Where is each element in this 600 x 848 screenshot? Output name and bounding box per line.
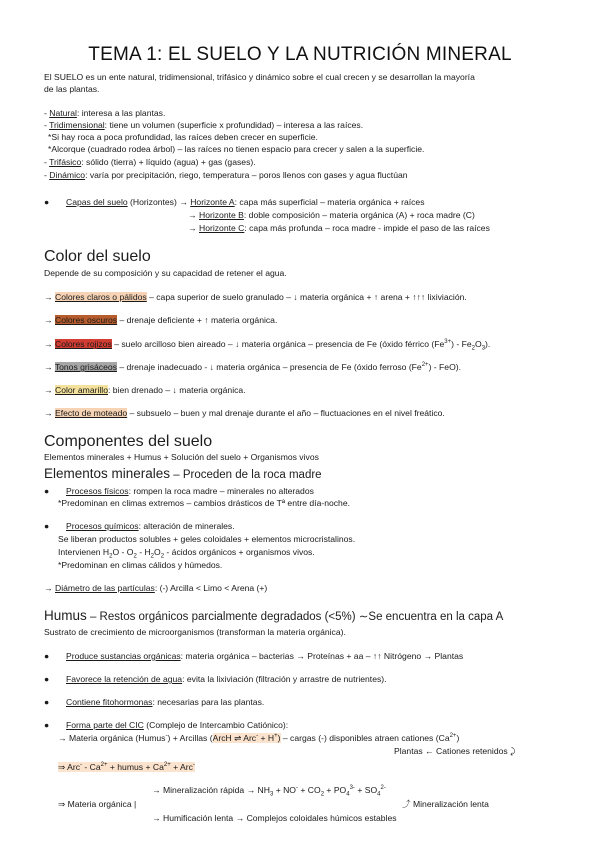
materia-organica: ⇒ Materia orgánica | [58,799,137,809]
color-label: Tonos grisáceos [54,362,117,372]
text: ) [456,733,460,743]
text: – cargas (-) disponibles atraen cationes (Ca [280,733,450,743]
horizon-text: : capa más superficial – materia orgánica + raíces [234,197,425,207]
definition: : rompen la roca madre – minerales no alterados [128,486,314,496]
humus-subtitle: Sustrato de crecimiento de microorganismos (transforman la materia orgánica). [44,627,346,637]
color-text: – suelo arcilloso bien aireado – ↓ materia orgánica – presencia de Fe (óxido férrico (Fe [111,339,445,349]
horizons-lead: Capas del suelo [66,197,128,207]
color-label: Colores oscuros [54,315,118,325]
term: Diámetro de las partículas [54,583,155,593]
definition: (Complejo de Intercambio Catiónico): [143,720,289,730]
text: + humus + Ca [107,762,164,772]
text: ArcH ⇌ Arc [212,733,257,743]
equation-highlight: ⇒ $Arc^- - Ca^{2+}$ + humus + $Ca^{2+} + Arc^-$ [58,762,195,772]
page-title: TEMA 1: EL SUELO Y LA NUTRICIÓN MINERAL [88,44,512,65]
color-subtitle: Depende de su composición y su capacidad de retener el agua. [44,268,287,278]
text: ⇒ Arc [58,762,81,772]
term: Dinámico [49,170,86,180]
term: Contiene fitohormonas [66,697,153,707]
humus-item-cic [44,720,288,732]
text: - Ca [82,762,101,772]
horizon-label: Horizonte B [198,210,244,220]
text: O - O [112,547,134,557]
heading-main: Humus [44,608,87,623]
color-text: O [475,339,482,349]
color-item-rojizos: → Colores rojizos – suelo arcilloso bien aireado – ↓ materia orgánica – presencia de Fe (óxido férrico $(Fe^{3+}) - Fe_2O_3$). [44,339,491,352]
color-text: – drenaje deficiente + ↑ materia orgánica. [117,315,278,325]
superscript: 3+ [444,339,452,346]
definition: : interesa a las plantas. [76,108,166,118]
term: Tridimensional [49,120,105,130]
humus-item-retencion [44,674,387,686]
bullet-icon: ● [44,674,50,684]
horizons-row-a [44,197,425,209]
section-heading-color: Color del suelo [44,248,151,265]
color-text: : bien drenado – ↓ materia orgánica. [108,385,246,395]
color-text: – subsuelo – buen y mal drenaje durante el año – fluctuaciones en el nivel freático. [127,408,445,418]
property-natural: - Natural: interesa a las plantas. [44,108,166,118]
horizon-label: Horizonte C [198,223,245,233]
intro-line-2: de las plantas. [44,84,100,94]
color-item-moteado: → Efecto de moteado – subsuelo – buen y mal drenaje durante el año – fluctuaciones en el nivel freático. [44,408,445,418]
term: Favorece la retención de agua [66,674,183,684]
term: Forma parte del CIC [66,720,144,730]
bullet-icon: ● [44,651,50,661]
color-label: Colores rojizos [54,339,112,349]
color-item-claros: → Colores claros o pálidos – capa superior de suelo granulado – ↓ materia orgánica + ↑ arena + ↑↑↑ lixiviación. [44,292,467,302]
text: ) [277,733,281,743]
subscript: 3 [481,345,486,352]
arrow: → [44,583,55,593]
cic-line-2: Plantas ← Cationes retenidos ⤸ [394,746,516,756]
text: + PO [324,785,347,795]
bullet-icon: ● [44,486,50,496]
color-item-amarillo: → Color amarillo: bien drenado – ↓ materia orgánica. [44,385,246,395]
mineralizacion-lenta: ⤴ Mineralización lenta [402,799,489,809]
section-heading-componentes: Componentes del suelo [44,433,213,450]
text: - H [136,547,151,557]
horizons-row-c: → Horizonte C: capa más profunda – roca madre - impide el paso de las raíces [188,223,490,233]
color-text: ) - Fe [451,339,472,349]
horizons-row-b: → Horizonte B: doble composición – materia orgánica (A) + roca madre (C) [188,210,475,220]
property-tridimensional: - Tridimensional: tiene un volumen (superficie x profundidad) – interesa a las raíces. [44,120,364,130]
definition: : (-) Arcilla < Limo < Arena (+) [154,583,268,593]
intro-line-1: El SUELO es un ente natural, tridimensional, trifásico y dinámico sobre el cual crecen y se desarrollan la mayoría [44,72,475,82]
term: Produce sustancias orgánicas [66,651,181,661]
term: Natural [49,108,77,118]
definition: : sólido (tierra) + líquido (agua) + gas (gases). [81,157,256,167]
definition: : tiene un volumen (superficie x profundidad) – interesa a las raíces. [104,120,364,130]
term: Procesos físicos [66,486,129,496]
humus-item-fitohormonas [44,697,264,709]
bullet-icon: ● [44,521,50,531]
arcillas-equation: ArcH ⇌ Arc- + H+) [212,733,281,743]
quimicos-line-2: Se liberan productos solubles + geles coloidales + elementos microcristalinos. [58,534,356,544]
color-item-oscuros: → Colores oscuros – drenaje deficiente + ↑ materia orgánica. [44,315,278,325]
text: + SO [354,785,378,795]
diametro-particulas [44,583,267,595]
procesos-fisicos [44,486,314,498]
bullet-icon: ● [44,697,50,707]
term: Procesos químicos [66,521,139,531]
definition: : alteración de minerales. [138,521,235,531]
heading-suffix: – Restos orgánicos parcialmente degradados (<5%) ∼Se encuentra en la capa A [86,611,504,623]
text: + NO [273,785,296,795]
text: → Mineralización rápida → NH [152,785,270,795]
quimicos-line-3: Intervienen $H_2O - O_2 - H_2O_2$ - ácidos orgánicos + organismos vivos. [58,547,315,560]
bullet-icon: ● [44,720,50,730]
color-text: – drenaje inadecuado - ↓ materia orgánica – presencia de Fe (óxido ferroso (Fe [116,362,422,372]
cic-equation [58,762,195,774]
superscript: 2+ [421,362,429,369]
text: → Materia orgánica (Humus [58,733,166,743]
horizons-lead-suffix: (Horizontes) → [127,197,191,207]
text: ) + Arcillas ( [167,733,213,743]
note-alcorque: *Alcorque (cuadrado rodea árbol) – las raíces no tienen espacio para crecer y salen a la superficie. [48,144,425,154]
definition: : varía por precipitación, riego, temperatura – poros llenos con gases y agua fluctúan [85,170,408,180]
text: O [154,547,161,557]
definition: : necesarias para las plantas. [152,697,265,707]
color-label: Color amarillo [54,385,108,395]
text: - ácidos orgánicos + organismos vivos. [164,547,315,557]
humus-item-sustancias [44,651,463,663]
heading-suffix: – Proceden de la roca madre [170,469,322,481]
text: + CO [298,785,321,795]
color-label: Colores claros o pálidos [54,292,147,302]
horizon-text: : capa más profunda – roca madre - impide el paso de las raíces [244,223,490,233]
definition: : evita la lixiviación (filtración y arrastre de nutrientes). [182,674,387,684]
quimicos-note: *Predominan en climas cálidos y húmedos. [58,560,223,570]
horizon-text: : doble composición – materia orgánica (A) + roca madre (C) [243,210,475,220]
color-text: – capa superior de suelo granulado – ↓ materia orgánica + ↑ arena + ↑↑↑ lixiviación. [146,292,467,302]
cic-line-1: → Materia orgánica (Humus-) + Arcillas (ArcH ⇌ Arc- + H+) – cargas (-) disponibles atraen cationes $(Ca^{2+})$ [58,733,460,743]
color-label: Efecto de moteado [54,408,128,418]
horizon-label: Horizonte A [190,197,235,207]
color-text: ). [485,339,491,349]
heading-main: Elementos minerales [44,466,171,481]
humificacion-lenta: → Humificación lenta → Complejos coloidales húmicos estables [152,813,397,823]
subsection-heading-minerales [44,465,322,483]
definition: : materia orgánica – bacterias → Proteínas + aa – ↑↑ Nitrógeno → Plantas [180,651,464,661]
color-text: ) - FeO). [428,362,462,372]
text: Intervienen H [58,547,110,557]
text: + H [258,733,275,743]
componentes-subtitle: Elementos minerales + Humus + Solución del suelo + Organismos vivos [44,452,319,462]
procesos-quimicos [44,521,235,533]
color-item-grisaceos: → Tonos grisáceos – drenaje inadecuado - ↓ materia orgánica – presencia de Fe (óxido ferroso $(Fe^{2+}) - FeO$). [44,362,462,372]
note-roca: *Si hay roca a poca profundidad, las raíces deben crecer en superficie. [48,132,318,142]
subscript: 2 [471,345,476,352]
text: + Arc [170,762,193,772]
subsection-heading-humus [44,607,503,625]
procesos-fisicos-note: *Predominan en climas extremos – cambios drásticos de Tª entre día-noche. [58,498,351,508]
mineralizacion-rapida: → Mineralización rápida → $NH_3 + NO^- + CO_2 + PO_4^{3-} + SO_4^{2-}$ [152,785,386,798]
bullet-icon: ● [44,197,50,207]
term: Trifásico [49,157,82,167]
property-dinamico: - Dinámico: varía por precipitación, riego, temperatura – poros llenos con gases y agua fluctúan [44,170,408,180]
property-trifasico: - Trifásico: sólido (tierra) + líquido (agua) + gas (gases). [44,157,256,167]
